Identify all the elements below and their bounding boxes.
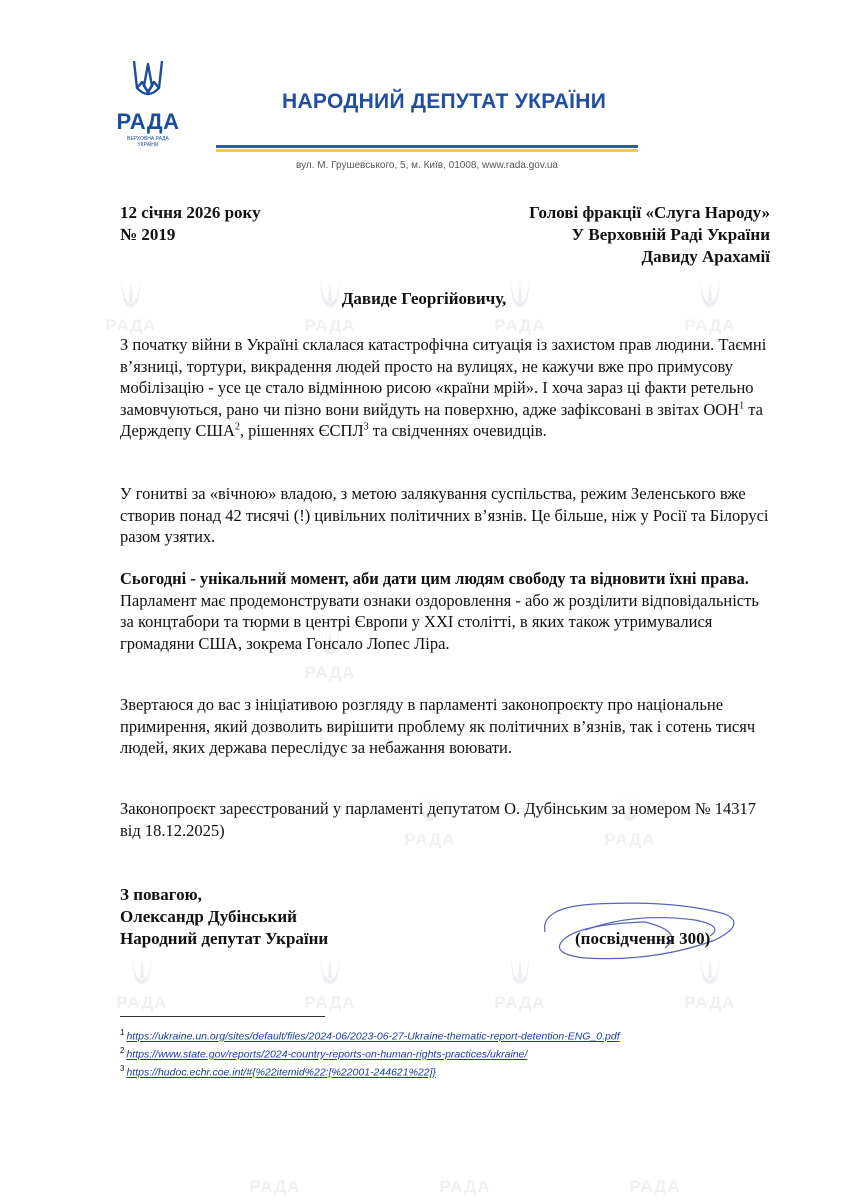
signature-title: Народний депутат України [120,929,329,948]
letterhead-title: НАРОДНИЙ ДЕПУТАТ УКРАЇНИ [282,90,607,113]
watermark: РАДА [490,278,550,336]
letter-date: 12 січня 2026 року [120,203,261,222]
letterhead-yellow-rule [216,149,638,152]
footnote-link-3[interactable]: https://hudoc.echr.coe.int/#{%22itemid%22:[%22001-244621%22]} [126,1066,437,1079]
signature-closing: З повагою, [120,885,202,904]
letterhead-blue-rule [216,145,638,148]
footnote-ref-3: 3 [363,421,369,433]
paragraph-5: Законопроєкт зареєстрований у парламенті депутатом О. Дубінським за номером № 14317 від 18.12.2025) [120,799,757,840]
footnote-separator [120,1016,325,1017]
watermark: РАДА [300,955,360,1013]
recipient-line-1: Голові фракції «Слуга Народу» [529,203,770,222]
rada-logo [112,58,184,148]
paragraph-1: З початку війни в Україні склалася катастрофічна ситуація із захистом прав людини. Таємні в’язниці, тортури, викрадення людей просто на вулицях, не кажучи вже про примусову мобілізацію - усе це стало відмінною рисою «країни мрій». І хоча зараз ці факти ретельно замовчуються, рано чи пізно вони вийдуть на поверхню, адже зафіксовані в звітах ООН$^1$ та Держдепу США$^2$, рішеннях ЄСПЛ$^3$ та свідченнях очевидців. [120,335,767,440]
recipient-line-2: У Верховній Раді України [571,225,770,244]
watermark: РАДА [400,792,460,850]
paragraph-2: У гонитві за «вічною» владою, з метою залякування суспільства, режим Зеленського вже створив понад 42 тисячі (!) цивільних політичних в’язнів. Це більше, ніж у Росії та Білорусі разом узятих. [120,484,769,546]
paragraph-3-bold: Сьогодні - унікальний момент, аби дати цим людям свободу та відновити їхні права. [120,569,749,588]
footnote-3: $^3$ https://hudoc.echr.coe.int/#{%22itemid%22:[%22001-244621%22]} [120,1064,437,1079]
recipient-block [529,202,770,268]
footnote-ref-2: 2 [234,421,240,433]
greeting: Давиде Георгійовичу, [341,289,507,308]
recipient-line-3: Давиду Арахамії [641,247,770,266]
footnote-1: $^1$ https://ukraine.un.org/sites/default/files/2024-06/2023-06-27-Ukraine-thematic-report-detention-ENG_0.pdf [120,1028,620,1043]
footnote-link-2[interactable]: https://www.state.gov/reports/2024-country-reports-on-human-rights-practices/ukraine/ [126,1048,528,1061]
watermark: РАДА [439,1177,491,1196]
footnote-ref-1: 1 [739,400,745,411]
watermark: РАДА [112,955,172,1013]
certificate-number: (посвідчення 300) [575,929,711,948]
watermark: РАДА [101,278,161,336]
letter-number: № 2019 [120,225,176,244]
watermark: РАДА [300,278,360,336]
watermark: РАДА [600,792,660,850]
logo-wordmark: РАДА [116,109,180,134]
signature-name: Олександр Дубінський [120,907,297,926]
footnote-2: $^2$ https://www.state.gov/reports/2024-country-reports-on-human-rights-practices/ukraine/ [120,1046,528,1061]
paragraph-4: Звертаюся до вас з ініціативою розгляду в парламенті законопроєкту про національне примирення, який дозволить вирішити проблему як політичних в’язнів, так і сотень тисяч людей, яких держава переслідує за небажання воювати. [120,695,756,757]
watermark: РАДА [490,955,550,1013]
watermark: РАДА [680,278,740,336]
watermark: РАДА [629,1177,681,1196]
footnote-link-1[interactable]: https://ukraine.un.org/sites/default/files/2024-06/2023-06-27-Ukraine-thematic-report-detention-ENG_0.pdf [126,1030,620,1043]
watermark: РАДА [249,1177,301,1196]
signature-block [120,884,328,950]
trident-icon [131,58,165,102]
letter-date-number [120,202,261,246]
letterhead-address: вул. М. Грушевського, 5, м. Київ, 01008, www.rada.gov.ua [296,160,558,171]
watermark: РАДА [300,625,360,683]
paragraph-3: Сьогодні - унікальний момент, аби дати цим людям свободу та відновити їхні права. Парламент має продемонструвати ознаки оздоровлення - або ж розділити відповідальність за концтабори та тюрми в центрі Європи у ХХІ столітті, в яких також утримувалися громадяни США, зокрема Гонсало Лопес Ліра. [120,569,759,653]
watermark: РАДА [680,955,740,1013]
logo-subtext: ВЕРХОВНА РАДА УКРАЇНИ [127,136,169,148]
